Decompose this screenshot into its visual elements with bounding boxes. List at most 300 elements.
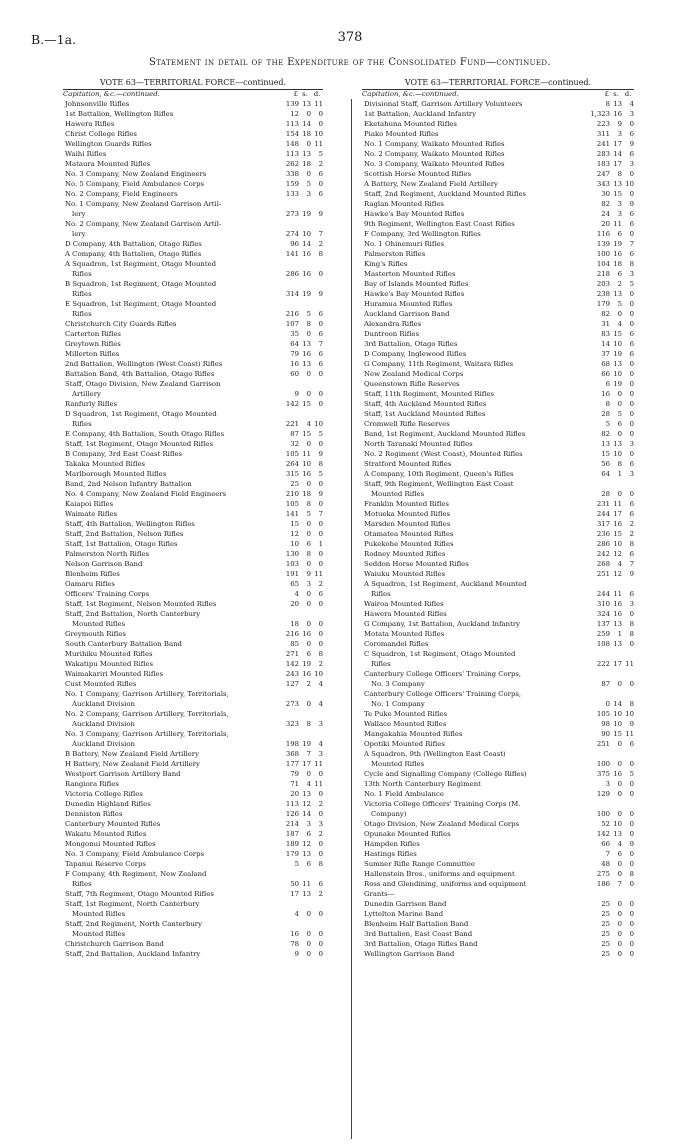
ledger-item: Carterton Rifles (65, 330, 121, 338)
pence-value: 9 (318, 290, 323, 298)
pounds-value: 60 (290, 370, 299, 378)
shillings-value: 8 (617, 460, 622, 468)
pence-value: 10 (314, 420, 323, 428)
ledger-row (63, 679, 323, 689)
pence-value (311, 899, 323, 909)
ledger-item: F Company, 4th Regiment, New Zealand (65, 870, 207, 878)
ledger-item: Motueka Mounted Rifles (364, 510, 451, 518)
pence-value: 7 (629, 240, 634, 248)
pence-value: 0 (629, 900, 634, 908)
pence-value: 5 (629, 280, 634, 288)
ledger-amount (586, 469, 634, 479)
ledger-amount (275, 219, 323, 229)
ledger-row (63, 619, 323, 629)
shillings-value: 12 (302, 800, 311, 808)
ledger-row (362, 219, 634, 229)
ledger-amount (586, 129, 634, 139)
ledger-item: Christchurch Garrison Band (65, 940, 164, 948)
pounds-value (275, 409, 299, 419)
pence-value: 8 (629, 260, 634, 268)
ledger-item: Staff, 7th Regiment, Otago Mounted Rifles (65, 890, 214, 898)
ledger-item: No. 1 Ohinemuri Rifles (364, 240, 445, 248)
ledger-item: Staff, 9th Regiment, Wellington East Coast (364, 480, 514, 488)
ledger-item: Blenheim Rifles (65, 570, 120, 578)
pence-value: 6 (629, 130, 634, 138)
ledger-amount (275, 119, 323, 129)
ledger-row (63, 209, 323, 219)
pence-value: 3 (318, 750, 323, 758)
ledger-amount (586, 729, 634, 739)
pence-value: 0 (629, 640, 634, 648)
pence-value: 0 (629, 170, 634, 178)
ledger-item: Coromandel Rifles (364, 640, 429, 648)
pence-value: 4 (318, 700, 323, 708)
left-group-label: Capitation, &c.—continued. (63, 90, 160, 98)
pence-value (311, 689, 323, 699)
shillings-value: 0 (617, 900, 622, 908)
ledger-row (63, 189, 323, 199)
ledger-row (63, 749, 323, 759)
ledger-amount (586, 409, 634, 419)
ledger-item: A Battery, New Zealand Field Artillery (364, 180, 498, 188)
ledger-row (362, 659, 634, 669)
pounds-value: 100 (596, 250, 610, 258)
pence-value: 11 (314, 570, 323, 578)
ledger-item: 1st Battalion, Wellington Rifles (65, 110, 174, 118)
pounds-value: 25 (601, 930, 610, 938)
ledger-item: Waihi Rifles (65, 150, 107, 158)
pence-value: 0 (318, 560, 323, 568)
ledger-item: B Battery, New Zealand Field Artillery (65, 750, 199, 758)
shillings-value: 0 (617, 940, 622, 948)
ledger-row (63, 449, 323, 459)
ledger-item: A Squadron, 9th (Wellington East Coast) (364, 750, 506, 758)
ledger-amount (275, 259, 323, 269)
ledger-item: Hampden Rifles (364, 840, 420, 848)
shillings-value: 0 (306, 370, 311, 378)
ledger-amount (586, 489, 634, 499)
pounds-value (586, 799, 610, 809)
ledger-amount (275, 499, 323, 509)
ledger-item: Duntroon Rifles (364, 330, 419, 338)
ledger-item: 3rd Battalion, Otago Rifles Band (364, 940, 478, 948)
ledger-amount (586, 319, 634, 329)
pence-value: 7 (318, 230, 323, 238)
ledger-row (63, 479, 323, 489)
ledger-item: B Company, 3rd East Coast Rifles (65, 450, 183, 458)
pounds-value: 17 (290, 890, 299, 898)
pounds-value: 79 (290, 770, 299, 778)
shillings-value: 10 (613, 710, 622, 718)
shillings-value: 12 (613, 550, 622, 558)
shillings-value (610, 579, 622, 589)
ledger-item: No. 3 Company, New Zealand Engineers (65, 170, 207, 178)
shillings-value: 4 (617, 560, 622, 568)
ledger-row (362, 769, 634, 779)
ledger-amount (275, 789, 323, 799)
pounds-value: 12 (290, 530, 299, 538)
ledger-item: Hallenstein Bros., uniforms and equipment (364, 870, 515, 878)
pounds-value: 241 (596, 140, 610, 148)
ledger-row (362, 99, 634, 109)
ledger-row (362, 669, 634, 679)
ledger-row (362, 649, 634, 659)
ledger-amount (275, 269, 323, 279)
pence-value: 0 (629, 190, 634, 198)
ledger-item: North Taranaki Mounted Rifles (364, 440, 473, 448)
ledger-row (362, 869, 634, 879)
shillings-value: 0 (306, 520, 311, 528)
pounds-value: 142 (285, 660, 299, 668)
pence-value: 0 (629, 860, 634, 868)
pence-value: 10 (314, 670, 323, 678)
shillings-value: 6 (306, 650, 311, 658)
ledger-row (362, 619, 634, 629)
ledger-row (362, 129, 634, 139)
ledger-row (362, 259, 634, 269)
pence-value: 0 (629, 290, 634, 298)
ledger-item: Canterbury College Officers' Training Corps, (364, 690, 522, 698)
pounds-value (275, 259, 299, 269)
ledger-amount (275, 319, 323, 329)
ledger-row (63, 119, 323, 129)
ledger-row (362, 749, 634, 759)
ledger-item: Staff, Otago Division, New Zealand Garrison (65, 380, 221, 388)
pence-value: 3 (629, 470, 634, 478)
pounds-value: 9 (294, 390, 299, 398)
ledger-row (362, 189, 634, 199)
ledger-row (63, 709, 323, 719)
ledger-row (63, 769, 323, 779)
shillings-value: 15 (613, 330, 622, 338)
ledger-row (362, 419, 634, 429)
ledger-item: E Company, 4th Battalion, South Otago Rifles (65, 430, 225, 438)
pence-value: 2 (318, 580, 323, 588)
ledger-amount (275, 539, 323, 549)
pounds-value: 96 (290, 240, 299, 248)
ledger-item: Rifles (72, 290, 92, 298)
pounds-value: 108 (596, 640, 610, 648)
ledger-amount (586, 309, 634, 319)
pence-value: 8 (318, 460, 323, 468)
pound-unit: £ (293, 90, 298, 98)
pence-value: 9 (629, 720, 634, 728)
ledger-row (362, 839, 634, 849)
ledger-row (362, 899, 634, 909)
pence-value: 0 (318, 930, 323, 938)
ledger-amount (275, 489, 323, 499)
shillings-value: 14 (302, 240, 311, 248)
pence-value: 3 (629, 110, 634, 118)
shillings-value: 17 (613, 160, 622, 168)
ledger-amount (586, 619, 634, 629)
pounds-value: 198 (285, 740, 299, 748)
ledger-amount (586, 249, 634, 259)
shillings-value: 6 (617, 420, 622, 428)
shillings-value: 0 (617, 860, 622, 868)
ledger-row (362, 739, 634, 749)
ledger-amount (275, 609, 323, 619)
pounds-value (275, 379, 299, 389)
pounds-value: 8 (605, 100, 610, 108)
ledger-row (362, 539, 634, 549)
shillings-value: 16 (613, 520, 622, 528)
shillings-value: 0 (306, 590, 311, 598)
pence-value: 2 (318, 660, 323, 668)
ledger-amount (586, 279, 634, 289)
ledger-row (63, 269, 323, 279)
ledger-amount (586, 769, 634, 779)
pounds-value: 56 (601, 460, 610, 468)
pounds-value: 216 (285, 630, 299, 638)
pounds-value: 15 (290, 520, 299, 528)
shillings-value: 13 (613, 290, 622, 298)
ledger-item: Mounted Rifles (72, 620, 126, 628)
ledger-row (362, 179, 634, 189)
pounds-value: 28 (601, 410, 610, 418)
ledger-row (63, 549, 323, 559)
pence-value (311, 609, 323, 619)
pence-value: 6 (318, 590, 323, 598)
ledger-amount (586, 839, 634, 849)
pence-value: 0 (629, 390, 634, 398)
pence-value: 2 (318, 800, 323, 808)
ledger-amount (586, 789, 634, 799)
ledger-row (362, 119, 634, 129)
ledger-amount (275, 929, 323, 939)
pounds-value: 251 (596, 570, 610, 578)
ledger-amount (275, 339, 323, 349)
pounds-value: 35 (290, 330, 299, 338)
pounds-value: 231 (596, 500, 610, 508)
pence-value: 4 (629, 100, 634, 108)
pence-value: 0 (318, 400, 323, 408)
ledger-amount (275, 239, 323, 249)
pounds-value: 186 (596, 880, 610, 888)
pence-value (311, 219, 323, 229)
ledger-item: Millerton Rifles (65, 350, 120, 358)
pounds-value: 187 (285, 830, 299, 838)
shillings-value: 11 (302, 880, 311, 888)
pence-value: 6 (629, 220, 634, 228)
ledger-amount (586, 589, 634, 599)
pounds-value: 79 (290, 350, 299, 358)
pounds-value: 3 (605, 780, 610, 788)
ledger-amount (275, 399, 323, 409)
ledger-row (63, 499, 323, 509)
ledger-amount (275, 749, 323, 759)
ledger-row (63, 279, 323, 289)
ledger-amount (275, 649, 323, 659)
pounds-value: 64 (601, 470, 610, 478)
pence-value (311, 199, 323, 209)
shillings-value: 5 (617, 410, 622, 418)
ledger-amount (275, 349, 323, 359)
ledger-row (63, 489, 323, 499)
shillings-value: 13 (302, 360, 311, 368)
pence-value: 11 (314, 760, 323, 768)
pounds-value: 37 (601, 350, 610, 358)
ledger-amount (586, 639, 634, 649)
ledger-item: Palmerston Rifles (364, 250, 426, 258)
pence-value: 2 (318, 240, 323, 248)
pence-value: 0 (318, 940, 323, 948)
ledger-amount (275, 669, 323, 679)
ledger-item: Auckland Garrison Band (364, 310, 450, 318)
ledger-item: Raglan Mounted Rifles (364, 200, 444, 208)
pence-value: 0 (318, 500, 323, 508)
ledger-item: Mounted Rifles (371, 490, 425, 498)
ledger-row (362, 239, 634, 249)
ledger-row (362, 349, 634, 359)
ledger-row (63, 849, 323, 859)
pence-value: 0 (318, 550, 323, 558)
pence-value: 0 (629, 430, 634, 438)
ledger-row (362, 319, 634, 329)
pence-value: 0 (629, 820, 634, 828)
ledger-item: Mounted Rifles (72, 930, 126, 938)
pounds-value: 368 (285, 750, 299, 758)
pounds-value: 0 (605, 700, 610, 708)
ledger-row (63, 199, 323, 209)
pence-value: 0 (629, 380, 634, 388)
shillings-value: 3 (617, 130, 622, 138)
shillings-value (299, 299, 311, 309)
ledger-item: Cust Mounted Rifles (65, 680, 137, 688)
ledger-amount (275, 889, 323, 899)
ledger-amount (275, 629, 323, 639)
ledger-amount (275, 769, 323, 779)
ledger-item: Wellington Garrison Band (364, 950, 455, 958)
ledger-amount (586, 529, 634, 539)
ledger-amount (586, 379, 634, 389)
shillings-value: 13 (302, 890, 311, 898)
ledger-amount (586, 649, 634, 659)
ledger-amount (586, 779, 634, 789)
ledger-item: Company) (371, 810, 407, 818)
left-column (63, 77, 323, 959)
shillings-value: 15 (613, 190, 622, 198)
pence-value (311, 869, 323, 879)
shillings-value: 0 (306, 620, 311, 628)
ledger-row (362, 709, 634, 719)
shillings-value: 13 (302, 790, 311, 798)
ledger-row (362, 579, 634, 589)
right-group-label: Capitation, &c.—continued. (362, 90, 459, 98)
pence-value: 0 (629, 370, 634, 378)
pounds-value: 159 (285, 180, 299, 188)
pounds-value: 32 (290, 440, 299, 448)
ledger-amount (275, 359, 323, 369)
pounds-value: 7 (605, 850, 610, 858)
pence-value: 6 (318, 310, 323, 318)
ledger-row (63, 879, 323, 889)
ledger-row (63, 689, 323, 699)
ledger-item: Hawera Mounted Rifles (364, 610, 447, 618)
ledger-item: Westport Garrison Artillery Band (65, 770, 181, 778)
pence-value: 0 (318, 630, 323, 638)
ledger-row (362, 139, 634, 149)
report-code: B.—1a. (31, 32, 77, 47)
ledger-row (63, 339, 323, 349)
pence-value: 0 (318, 640, 323, 648)
ledger-item: Rodney Mounted Rifles (364, 550, 446, 558)
pence-value: 8 (318, 860, 323, 868)
pounds-value: 247 (596, 170, 610, 178)
ledger-amount (275, 619, 323, 629)
ledger-row (362, 759, 634, 769)
ledger-amount (275, 549, 323, 559)
pounds-value: 14 (601, 340, 610, 348)
shillings-value (299, 919, 311, 929)
shillings-value: 15 (613, 530, 622, 538)
shillings-value: 16 (302, 670, 311, 678)
pounds-value: 236 (596, 530, 610, 538)
ledger-amount (586, 219, 634, 229)
pounds-value: 189 (285, 840, 299, 848)
shillings-value: 8 (617, 170, 622, 178)
pounds-value: 141 (285, 510, 299, 518)
pence-value: 0 (318, 600, 323, 608)
ledger-item: Wellington Guards Rifles (65, 140, 152, 148)
ledger-item: lery (72, 210, 86, 218)
ledger-item: Cromwell Rifle Reserves (364, 420, 450, 428)
ledger-item: Denniston Rifles (65, 810, 123, 818)
pounds-value: 50 (290, 880, 299, 888)
ledger-item: D Squadron, 1st Regiment, Otago Mounted (65, 410, 217, 418)
pence-value: 2 (629, 530, 634, 538)
shillings-value (299, 689, 311, 699)
ledger-item: Scottish Horse Mounted Rifles (364, 170, 472, 178)
ledger-row (63, 569, 323, 579)
ledger-item: B Squadron, 1st Regiment, Otago Mounted (65, 280, 217, 288)
ledger-item: Masterton Mounted Rifles (364, 270, 456, 278)
pence-value: 9 (318, 210, 323, 218)
shillings-value: 0 (306, 440, 311, 448)
ledger-row (63, 889, 323, 899)
pence-value: 0 (629, 810, 634, 818)
pounds-value: 273 (285, 700, 299, 708)
pounds-value: 324 (596, 610, 610, 618)
pence-value: 6 (318, 880, 323, 888)
shillings-value: 4 (306, 780, 311, 788)
pence-value: 0 (629, 420, 634, 428)
ledger-item: Staff, 11th Regiment, Mounted Rifles (364, 390, 495, 398)
ledger-amount (586, 709, 634, 719)
ledger-amount (275, 299, 323, 309)
shillings-value: 0 (306, 140, 311, 148)
ledger-amount (275, 439, 323, 449)
ledger-item: Otamatea Mounted Rifles (364, 530, 454, 538)
ledger-row (63, 109, 323, 119)
ledger-amount (275, 829, 323, 839)
pence-value: 9 (318, 450, 323, 458)
ledger-row (63, 919, 323, 929)
pounds-value: 113 (285, 120, 299, 128)
shillings-value: 10 (613, 340, 622, 348)
ledger-item: Ross and Glendining, uniforms and equipment (364, 880, 527, 888)
ledger-row (362, 889, 634, 899)
ledger-amount (586, 179, 634, 189)
pence-value: 11 (314, 140, 323, 148)
ledger-row (362, 199, 634, 209)
ledger-row (63, 599, 323, 609)
pounds-value: 148 (285, 140, 299, 148)
pence-value: 11 (625, 730, 634, 738)
ledger-item: Eketahuna Mounted Rifles (364, 120, 457, 128)
pounds-value: 100 (596, 810, 610, 818)
shillings-value (610, 669, 622, 679)
